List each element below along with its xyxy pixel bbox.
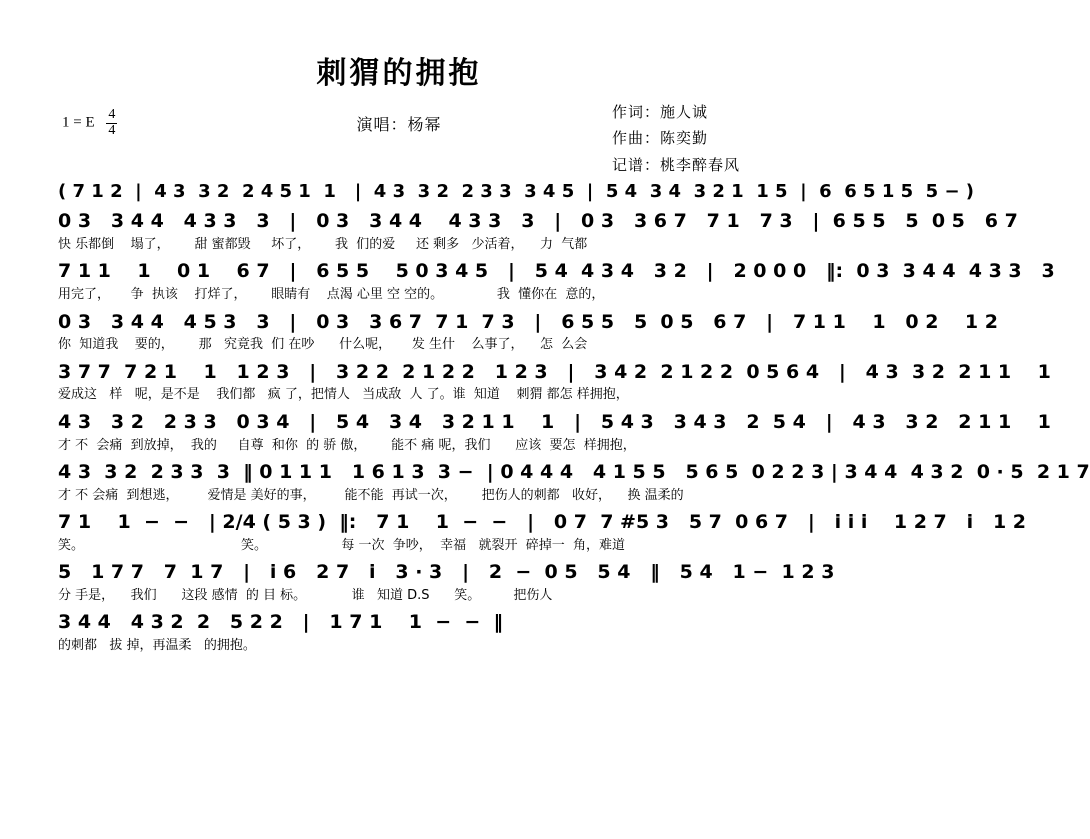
lyrics-row: 才 不 会痛 到放掉， 我的 自尊 和你 的 骄 傲， 能不 痛 呢，我们 应该 要怎 样拥抱， (58, 437, 636, 453)
notation-row: 0 3 3 4 4 4 5 3 3 | 0 3 3 6 7 7 1 7 3 | 6 5 5 5 0 5 6 7 | 7 1 1 1 0 2 1 2 (58, 310, 998, 333)
credit-transcriber: 记谱：桃李醉春风 (611, 157, 740, 174)
music-line (46, 510, 1027, 555)
music-line (46, 610, 752, 655)
notation-row: 0 3 3 4 4 4 3 3 3 | 0 3 3 4 4 4 3 3 3 | 0 3 3 6 7 7 1 7 3 | 6 5 5 5 0 5 6 7 (58, 210, 1018, 233)
music-line (46, 360, 1051, 405)
notation-row: 5 1 7 7 7 1 7 | i 6 2 7 i 3 · 3 | 2 − 0 5 5 4 ‖ 5 4 1 − 1 2 3 (58, 561, 835, 584)
page-title: 刺猬的拥抱 (316, 56, 482, 91)
music-line (46, 310, 998, 355)
sheet-music-page (0, 48, 1090, 839)
key-signature-label: 1 = E (62, 114, 95, 131)
music-body (0, 180, 1090, 656)
lyrics-row: 才 不 会痛 到想逃， 爱情是 美好的事， 能不能 再试一次， 把伤人的刺都 收好， 换 温柔的 (58, 487, 684, 503)
notation-row: 3 7 7 7 2 1 1 1 2 3 | 3 2 2 2 1 2 2 1 2 3 | 3 4 2 2 1 2 2 0 5 6 4 | 4 3 3 2 2 1 1 1 (58, 360, 1051, 383)
notation-row: 4 3 3 2 2 3 3 3 ‖ 0 1 1 1 1 6 1 3 3 − | 0 4 4 4 4 1 5 5 5 6 5 0 2 2 3 | 3 4 4 4 3 2 0 · 5 2 1 7 (58, 461, 1090, 483)
lyrics-row: 快 乐都倒 塌了， 甜 蜜都毁 坏了， 我 们的爱 还 剩多 少活着， 力 气都 (58, 236, 588, 252)
lyrics-row: 的刺都 拔 掉，再温柔 的拥抱。 (58, 638, 256, 654)
music-line (46, 460, 1090, 505)
key-signature (62, 108, 117, 138)
credits-block (612, 100, 740, 179)
music-line (46, 560, 835, 605)
notation-row: ( 7 1 2 | 4 3 3 2 2 4 5 1 1 | 4 3 3 2 2 3 3 3 4 5 | 5 4 3 4 3 2 1 1 5 | 6 6 5 1 5 5 − ) (58, 181, 975, 202)
music-line (46, 209, 1018, 254)
time-signature-numerator: 4 (108, 107, 116, 122)
performer-label: 演唱：杨幂 (356, 117, 442, 134)
notation-row: 7 1 1 − − | 2/4 ( 5 3 ) ‖: 7 1 1 − − | 0 7 7 #5 3 5 7 0 6 7 | i i i 1 2 7 i 1 2 (58, 511, 1027, 534)
music-line (46, 410, 1051, 455)
credit-composer: 作曲：陈奕勤 (611, 131, 708, 148)
lyrics-row: 笑。 笑。 每 一次 争吵， 幸福 就裂开 碎掉一 角，难道 (58, 537, 625, 553)
music-line (46, 180, 975, 204)
notation-row: 4 3 3 2 2 3 3 0 3 4 | 5 4 3 4 3 2 1 1 1 | 5 4 3 3 4 3 2 5 4 | 4 3 3 2 2 1 1 1 (58, 410, 1051, 433)
lyrics-row: 分 手是， 我们 这段 感情 的 目 标。 谁 知道 D.S 笑。 把伤人 (58, 587, 553, 603)
time-signature (106, 108, 117, 138)
notation-row: 7 1 1 1 0 1 6 7 | 6 5 5 5 0 3 4 5 | 5 4 4 3 4 3 2 | 2 0 0 0 ‖: 0 3 3 4 4 4 3 3 3 (58, 260, 1055, 283)
lyrics-row: 用完了， 争 执该 打烊了， 眼睛有 点渴 心里 空 空的。 我 懂你在 意的， (58, 287, 605, 303)
lyrics-row: 爱成这 样 呢，是不是 我们都 疯 了，把情人 当成敌 人 了。谁 知道 刺猬 都怎 样拥抱， (58, 387, 629, 403)
notation-row: 3 4 4 4 3 2 2 5 2 2 | 1 7 1 1 − − ‖ (58, 611, 504, 634)
credit-lyricist: 作词：施人诚 (611, 105, 708, 121)
sheet-header (0, 92, 798, 174)
lyrics-row: 你 知道我 要的， 那 究竟我 们 在吵 什么呢， 发 生什 么事了， 怎 么会 (58, 337, 588, 353)
music-line (46, 259, 1055, 304)
time-signature-denominator: 4 (108, 122, 116, 138)
